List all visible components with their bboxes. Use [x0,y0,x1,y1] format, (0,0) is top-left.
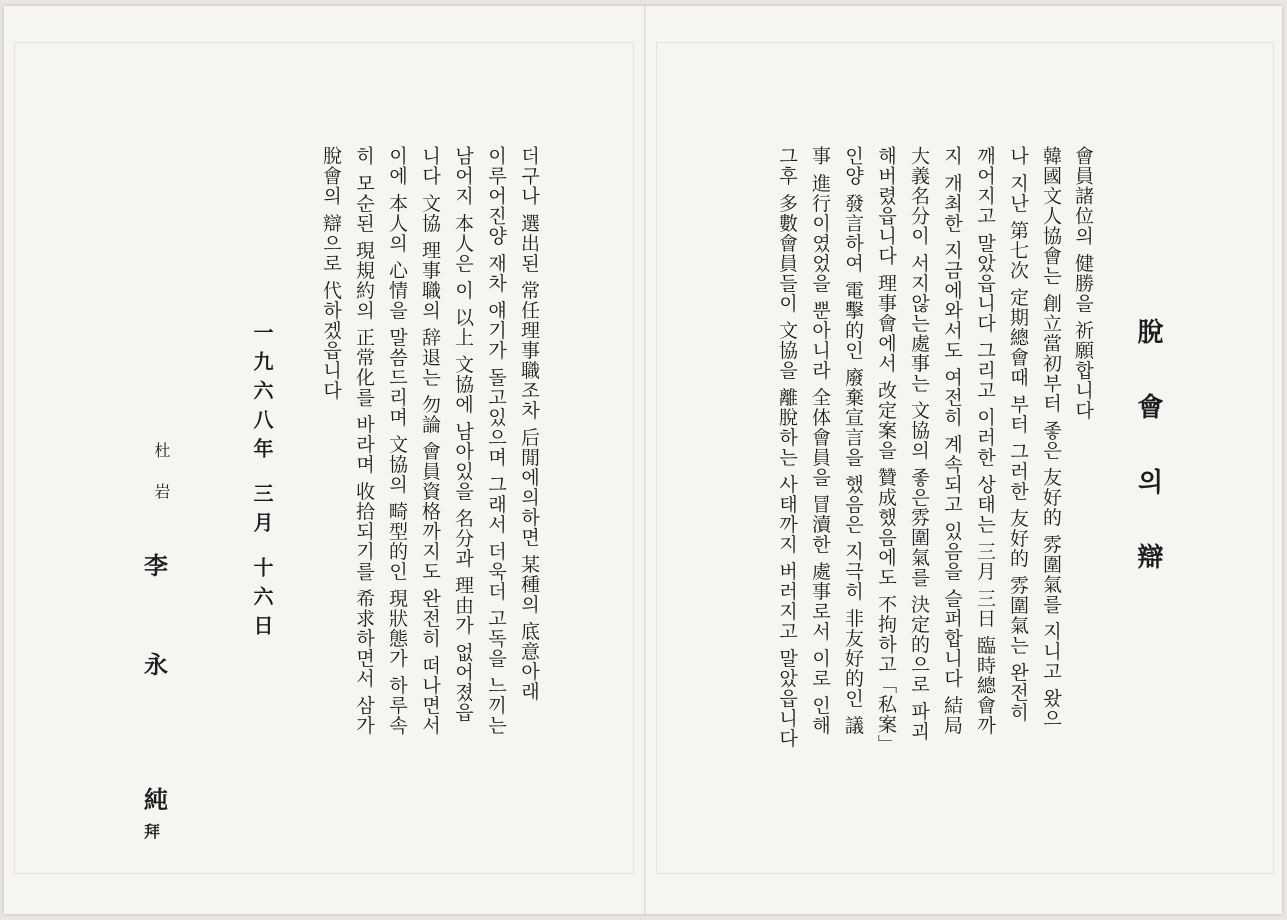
right-line-5: 지 개최한 지금에와서도 여전히 계속되고 있음을 슬퍼합니다 結局 [941,146,963,736]
right-line-9: 事 進行이였었을 뿐아니라 全体會員을 冒瀆한 處事로서 이로 인해 [809,146,831,736]
signature-char-2: 永 [144,650,168,679]
signature-name [144,546,168,842]
left-page [4,6,644,914]
left-line-4: 니다 文協 理事職의 辞退는 勿論 會員資格까지도 완전히 떠나면서 [419,146,441,736]
left-line-6: 히 모순된 現規約의 正常化를 바라며 收拾되기를 希求하면서 삼가 [353,146,375,736]
page-title: 脫 會 의 辯 [1133,318,1163,590]
signature-char-1: 李 [144,551,168,580]
signature-pen-name: 杜 岩 [152,442,171,510]
letter-date: 一九六八年 三月 十六日 [250,322,274,644]
left-line-1: 더구나 選出된 常任理事職조차 后閒에의하면 某種의 底意아래 [518,146,540,702]
left-line-2: 이루어진양 재차 얘기가 돌고있으며 그래서 더욱더 고독을 느끼는 [485,146,507,736]
right-line-10: 그후 多數會員들이 文協을 離脫하는 사태까지 버러지고 말았읍니다 [776,146,798,749]
left-line-5: 이에 本人의 心情을 말씀드리며 文協의 畸型的인 現狀態가 하루속 [386,146,408,736]
right-line-1: 會員諸位의 健勝을 祈願합니다 [1072,146,1094,421]
left-line-3: 남어지 本人은 이 以上 文協에 남아있을 名分과 理由가 없어졌읍 [452,146,474,723]
right-line-4: 깨어지고 말았읍니다 그리고 이러한 상태는 三月 三日 臨時總會까 [974,146,996,736]
signature-char-3: 純 [144,785,168,814]
right-line-6: 大義名分이 서지않는處事는 文協의 좋은雰圍氣를 決定的으로 파괴 [908,146,930,742]
right-line-7: 해버렸읍니다 理事會에서 改定案을 贊成했음에도 不拘하고「私案」 [875,146,897,755]
right-line-3: 나 지난 第七次 定期總會때 부터 그러한 友好的 雰圍氣는 완전히 [1007,146,1029,723]
letter-sheet [4,6,1282,914]
right-line-2: 韓國文人協會는 創立當初부터 좋은 友好的 雰圍氣를 지니고 왔으 [1040,146,1062,729]
left-line-7: 脫會의 辯으로 代하겠읍니다 [320,146,342,401]
right-line-8: 인양 發言하여 電擊的인 廢棄宣言을 했음은 지극히 非友好的인 議 [842,146,864,736]
signature-char-4: 拜 [144,822,161,841]
